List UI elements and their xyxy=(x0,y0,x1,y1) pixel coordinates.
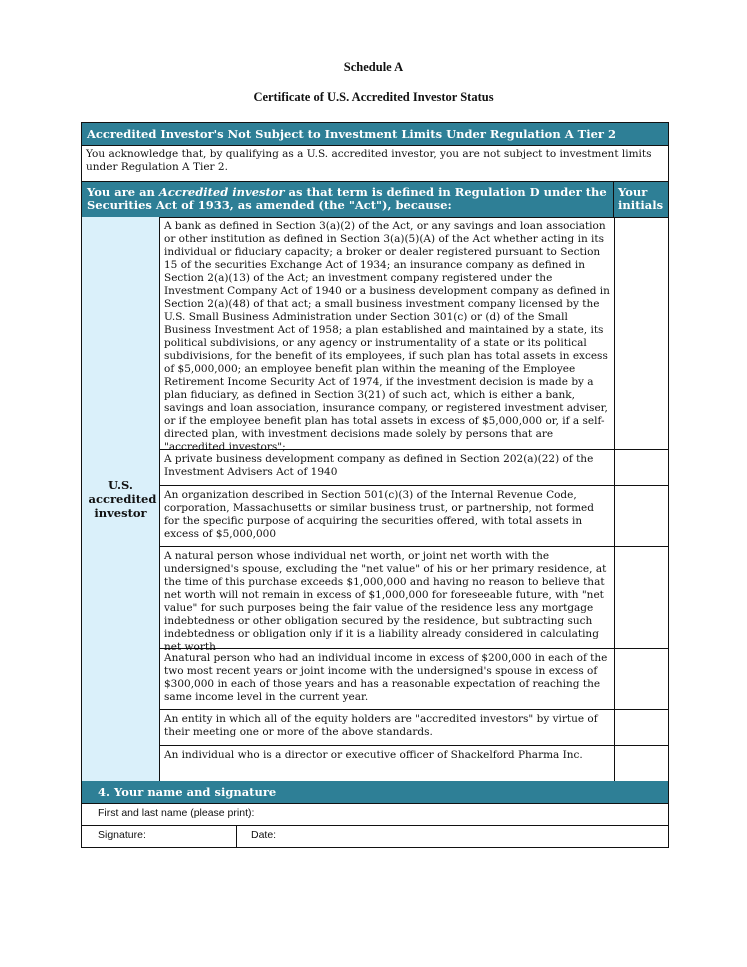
page-subtitle: Certificate of U.S. Accredited Investor Status xyxy=(253,90,494,104)
criteria-text: An entity in which all of the equity holders are "accredited investors" by virtue of their meeting one or more of the above standards. xyxy=(160,710,615,745)
criteria-row-bdc xyxy=(160,450,668,486)
initials-column-header: Your initials xyxy=(618,185,664,212)
criteria-text: An organization described in Section 501(c)(3) of the Internal Revenue Code, corporation, Massachusetts or similar business trust, or partnership, not formed for the specific purpose of acquiring the securities offered, with total assets in excess of $5,000,000 xyxy=(160,486,615,546)
criteria-row-net-worth xyxy=(160,547,668,653)
criteria-row-director xyxy=(160,746,668,781)
initials-cell[interactable] xyxy=(615,450,668,485)
initials-cell[interactable] xyxy=(615,710,668,745)
criteria-table xyxy=(81,217,669,782)
criteria-table-header xyxy=(81,181,669,218)
acknowledgement-text: You acknowledge that, by qualifying as a U.S. accredited investor, you are not subject to investment limits under Regulation A Tier 2. xyxy=(81,145,669,182)
name-label: First and last name (please print): xyxy=(98,807,255,819)
initials-cell[interactable] xyxy=(615,649,668,709)
signature-label: Signature: xyxy=(98,829,146,841)
criteria-text: Anatural person who had an individual income in excess of $200,000 in each of the two most recent years or joint income with the undersigned's spouse in excess of $300,000 in each of those years and has a reasonable expectation of reaching the same income level in the current year. xyxy=(160,649,615,709)
criteria-text: A private business development company as defined in Section 202(a)(22) of the Investment Advisers Act of 1940 xyxy=(160,450,615,485)
criteria-row-bank xyxy=(160,217,668,453)
date-label: Date: xyxy=(251,829,277,841)
criteria-row-income xyxy=(160,649,668,710)
accredited-investor-term: Accredited investor xyxy=(158,185,285,199)
criteria-row-entity xyxy=(160,710,668,746)
initials-cell[interactable] xyxy=(615,547,668,648)
name-field[interactable] xyxy=(81,803,669,826)
signature-section-header: 4. Your name and signature xyxy=(81,781,669,804)
criteria-text: A natural person whose individual net worth, or joint net worth with the undersigned's spouse, excluding the "net value" of his or her primary residence, at the time of this purchase exceeds $1,000,000 and having no reason to believe that net worth will not remain in excess of $1,000,000 for foreseeable future, with "net value" for such purposes being the fair value of the residence less any mortgage indebtedness or other obligation secured by the residence, but subtracting such indebtedness or obligation only if it is a liability already considered in calculating net worth xyxy=(160,547,615,648)
criteria-rows xyxy=(160,217,668,781)
page-title: Schedule A xyxy=(343,60,404,74)
signature-field[interactable] xyxy=(82,825,237,847)
limits-section-header: Accredited Investor's Not Subject to Investment Limits Under Regulation A Tier 2 xyxy=(81,122,669,146)
category-label-cell: U.S. accredited investor xyxy=(82,217,160,781)
initials-cell[interactable] xyxy=(615,486,668,546)
criteria-text: An individual who is a director or executive officer of Shackelford Pharma Inc. xyxy=(160,746,615,781)
criteria-text: A bank as defined in Section 3(a)(2) of the Act, or any savings and loan association or other institution as defined in Section 3(a)(5)(A) of the Act whether acting in its individual or fiduciary capacity; a broker or dealer registered pursuant to Section 15 of the securities Exchange Act of 1934; an insurance company as defined in Section 2(a)(13) of the Act; an investment company registered under the Investment Company Act of 1940 or a business development company as defined in Section 2(a)(48) of that act; a small business investment company licensed by the U.S. Small Business Administration under Section 301(c) or (d) of the Small Business Investment Act of 1958; a plan established and maintained by a state, its political subdivisions, or any agency or instrumentality of a state or its political subdivisions, for the benefit of its employees, if such plan has total assets in excess of $5,000,000; an employee benefit plan within the meaning of the Employee Retirement Income Security Act of 1974, if the investment decision is made by a plan fiduciary, as defined in Section 3(21) of such act, which is either a bank, savings and loan association, insurance company, or registered investment adviser, or if the employee benefit plan has total assets in excess of $5,000,000 or, if a self-directed plan, with investment decisions made solely by persons that are "accredited investors"; xyxy=(160,217,615,449)
signature-date-row xyxy=(81,825,669,848)
date-field[interactable] xyxy=(237,825,668,847)
criteria-header-text: You are an Accredited investor as that term is defined in Regulation D under the Securities Act of 1933, as amended (the "Act"), because: xyxy=(82,182,614,217)
initials-cell[interactable] xyxy=(615,746,668,781)
initials-cell[interactable] xyxy=(615,217,668,449)
criteria-row-organization xyxy=(160,486,668,547)
